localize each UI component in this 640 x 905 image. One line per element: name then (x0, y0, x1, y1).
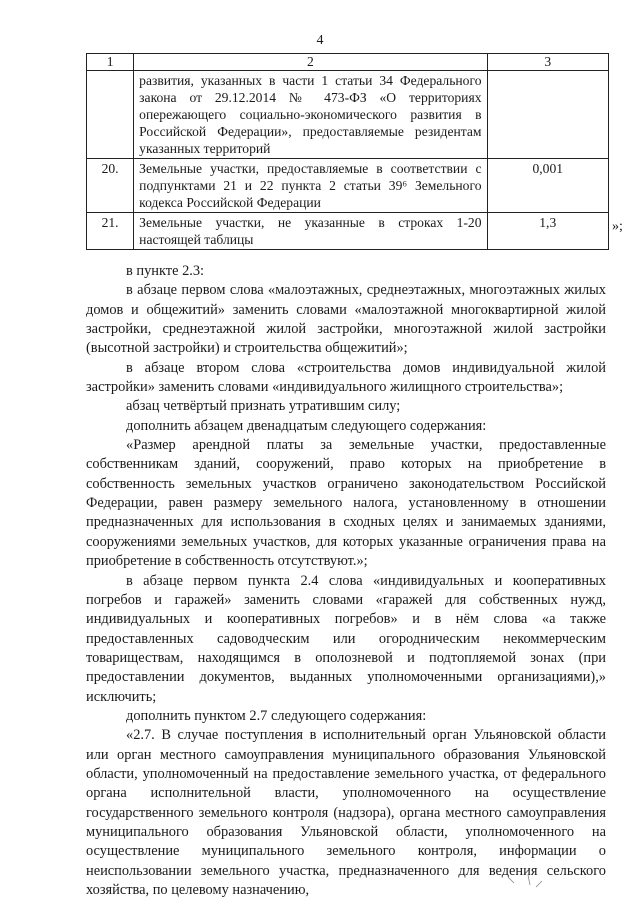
row-number: 20. (87, 159, 134, 213)
column-header-1: 1 (87, 54, 134, 71)
row-coefficient (487, 71, 608, 159)
table-row (87, 213, 609, 250)
paragraph: абзац четвёртый признать утратившим силу; (126, 398, 401, 415)
table-row (87, 159, 609, 213)
table-header-row (87, 54, 609, 71)
paragraph: «Размер арендной платы за земельные участки, предоставленные собственникам зданий, сооружений, право которых на приобретение в собственность земельных участков ограничено законодательством Российской Федерации, равен размеру земельного налога, установленному в отношении предназначенных для использования в сходных целях и занимаемых зданиями, сооружениями земельных участков, для которых указанные ограничения права на приобретение в собственность отсутствуют.»; (86, 437, 606, 570)
paragraph: дополнить пунктом 2.7 следующего содержания: (126, 707, 427, 724)
row-number (87, 71, 134, 159)
paragraph: в пункте 2.3: (126, 263, 205, 279)
scan-artifact-marks (500, 865, 560, 895)
row-number: 21. (87, 213, 134, 250)
row-coefficient: 0,001 (487, 159, 608, 213)
document-body (86, 262, 606, 900)
row-description: Земельные участки, не указанные в строках 1-20 настоящей таблицы (134, 213, 487, 250)
paragraph: «2.7. В случае поступления в исполнительный орган Ульяновской области или орган местного самоуправления муниципального образования Ульяновской области, уполномоченный на предоставление земельного участка, от федерального органа исполнительной власти, уполномоченного на осуществление государственного земельного контроля (надзора), органа местного самоуправления муниципального образования Ульяновской области, уполномоченного на осуществление муниципального земельного контроля, информации о неиспользовании земельного участка, предназначенного для ведения сельского хозяйства, по целевому назначению, (86, 727, 606, 898)
land-rate-table (86, 53, 609, 250)
table-row (87, 71, 609, 159)
paragraph: в абзаце втором слова «строительства домов индивидуальной жилой застройки» заменить словами «индивидуального жилищного строительства»; (86, 359, 606, 396)
column-header-2: 2 (134, 54, 487, 71)
paragraph: в абзаце первом слова «малоэтажных, среднеэтажных, многоэтажных жилых домов и общежитий» заменить словами «малоэтажной многоквартирной жилой застройки, среднеэтажной жилой застройки, многоэтажной жилой застройки (высотной застройки) и строительства общежитий»; (86, 282, 606, 357)
table-closing-quote: »; (612, 219, 623, 234)
paragraph: дополнить абзацем двенадцатым следующего содержания: (126, 417, 487, 434)
row-description: Земельные участки, предоставляемые в соответствии с подпунктами 21 и 22 пункта 2 статьи 39⁶ Земельного кодекса Российской Федерации (134, 159, 487, 213)
paragraph: в абзаце первом пункта 2.4 слова «индивидуальных и кооперативных погребов и гаражей» заменить словами «гаражей для собственных нужд, индивидуальных и кооперативных погребов» и в нём слова «а также предоставленных садоводческим или огородническим некоммерческим товариществам, находящимся в ополозневой и подтопляемой зонах (при предоставлении документов, выданных уполномоченными организациями),» исключить; (86, 572, 606, 705)
column-header-3: 3 (487, 54, 608, 71)
page-number: 4 (316, 33, 324, 48)
row-description: развития, указанных в части 1 статьи 34 Федерального закона от 29.12.2014 № 473-ФЗ «О территориях опережающего социально-экономического развития в Российской Федерации», предоставляемые резидентам указанных территорий (134, 71, 487, 159)
row-coefficient: 1,3 (487, 213, 608, 250)
